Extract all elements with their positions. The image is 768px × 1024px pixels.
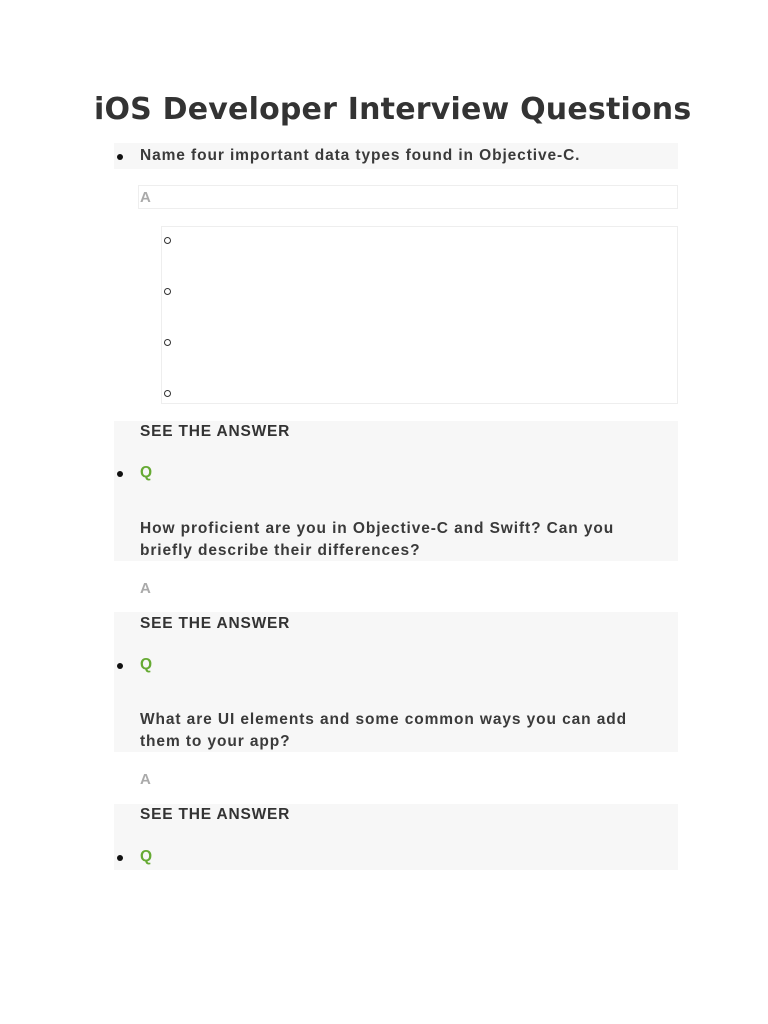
question-text: How proficient are you in Objective-C and Swift? Can you briefly describe their differences? [140,520,615,559]
bullet [117,154,123,160]
answer-label: A [140,580,151,597]
see-answer-button[interactable]: SEE THE ANSWER [140,423,291,440]
see-answer-button[interactable]: SEE THE ANSWER [140,615,291,632]
answer-label: A [140,189,151,206]
question-label: Q [140,656,153,673]
question-text: What are UI elements and some common ways you can add them to your app? [140,711,627,750]
question-label: Q [140,464,153,481]
list-circle [164,339,171,346]
bullet [117,471,123,477]
list-circle [164,390,171,397]
see-answer-button[interactable]: SEE THE ANSWER [140,806,291,823]
answer-box [138,561,678,612]
answer-box [138,752,678,804]
answer-sublist [161,226,678,404]
question-label: Q [140,848,153,865]
bullet [117,663,123,669]
list-circle [164,288,171,295]
question-text: Name four important data types found in Objective-C. [140,147,581,164]
page-title: iOS Developer Interview Questions [94,92,692,127]
bullet [117,855,123,861]
answer-label: A [140,771,151,788]
list-circle [164,237,171,244]
answer-box [138,185,678,209]
